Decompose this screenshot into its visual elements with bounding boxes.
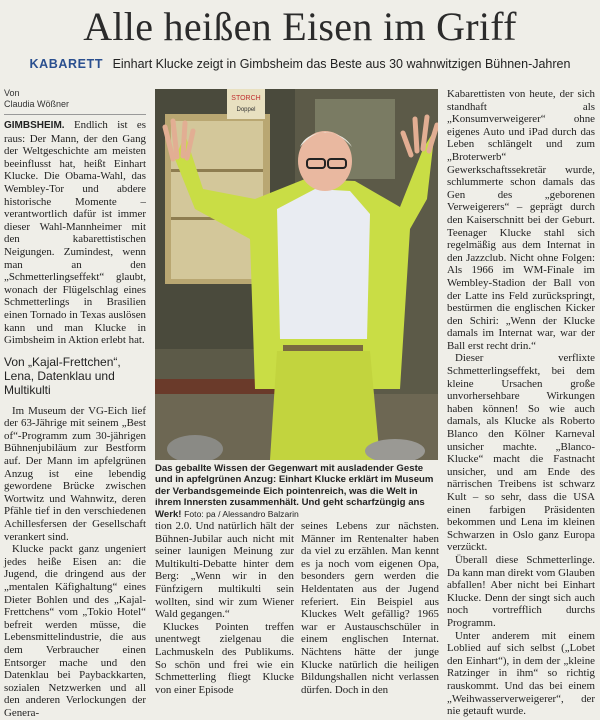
intro-text: Endlich ist es raus: Der Mann, der den Gang der Weltgeschichte am meisten beeinflusst hat, heißt Einhart Klucke. Die Obama-Wahl, das Wembley-Tor und abdere historische Momente – verantwortlich dafür ist immer dieser Wahl-Mannheimer mit den kabarettistischen Neigungen. Zumindest, wenn man an den „Schmetterlingseffekt“ glaubt, wonach der Flügelschlag eines Schmetterlings in Brasilien einen Tornado in Texas auslösen kann und man Klucke in Gimbsheim in Aktion erlebt hat.	[4, 119, 146, 347]
byline-rule	[4, 114, 146, 115]
column-2	[155, 520, 294, 696]
kicker-label: KABARETT	[29, 57, 104, 71]
author-name: Claudia Wößner	[4, 99, 70, 109]
paragraph: seines Lebens zur nächsten. Männer im Rentenalter haben da viel zu erzählen. Man kennt es ja noch vom eigenen Opa, besonders gern werden die Heldentaten aus der Jugend referiert. Ein Beispiel aus Kluckes Welt gefällig? 1965 war er Austauschschüler in einem englischen Internat. Nächtens hätte der junge Klucke natürlich die heiligen Bildungshallen nicht verlassen dürfen. Doch in den	[301, 520, 439, 696]
column-3	[301, 520, 439, 696]
byline-prefix: Von	[4, 88, 20, 98]
photo-sign-text: STORCH	[231, 95, 261, 102]
dateline: GIMBSHEIM.	[4, 120, 65, 131]
subheadline: Einhart Klucke zeigt in Gimbsheim das Beste aus 30 wahnwitzigen Bühnen-Jahren	[112, 57, 571, 71]
paragraph: tion 2.0. Und natürlich hält der Bühnen-Jubilar auch nicht mit seiner launigen Meinung zur Multikulti-Debatte hinter dem Berg: „Wenn wir in den Fünfzigern multikulti sein wollten, sind wir zum Wiener Wald gegangen.“	[155, 520, 294, 621]
byline	[4, 88, 146, 110]
subheadline-row	[0, 56, 600, 72]
paragraph: Dieser verflixte Schmetterlingseffekt, bei dem kleine Ursachen große unvorhersehbare Wirkungen haben können! So wie auch damals, als Klucke als Roberto Blanco den Kölner Karneval unsicher machte. „Blanco-Klucke“ macht die Fastnacht unsicher, und am Ende des närrischen Treibens ist schwarz Kult – so sehr, dass die USA einen farbigen Präsidenten bekommen und Lena im kleinen Schwarzen in Oslo ganz Europa verzückt.	[447, 352, 595, 554]
column-1	[4, 88, 146, 720]
caption-text: Das geballte Wissen der Gegenwart mit ausladender Geste und in apfelgrünen Anzug: Einhart Klucke erklärt im Museum der Verbandsgemeinde Eich pointenreich, was die Welt in ihrem Innersten zusammenhält. Und geht scharfzüngig ans Werk!	[155, 463, 434, 520]
column-4	[447, 88, 595, 718]
paragraph: Klucke packt ganz ungeniert jedes heiße Eisen an: die Jugend, die dringend aus der „mentalen Käfighaltung“ eines Dieter Bohlen und des „Kajal-Frettchens“ vom „Tokio Hotel“ befreit werden müsse, die Lebensmittelindustrie, die aus dem Verbraucher einen Entsorger mache und den Datenklau bei Paybackkarten, sozialen Netzwerken und all den anderen Verlockungen der Genera-	[4, 543, 146, 719]
intro-paragraph	[4, 119, 146, 347]
paragraph: Kluckes Pointen treffen unentwegt zielgenau die Lachmuskeln des Publikums. So schön und frei wie ein Schmetterling fliegt Klucke von einer Episode	[155, 620, 294, 696]
paragraph: Unter anderem mit einem Loblied auf sich selbst („Lobet den Einhart“), in dem der „kleine Ratzinger in ihm“ so richtig rauskommt. Und das bei einem „Weihwasserverweigerer“, der nie getauft wurde.	[447, 629, 595, 718]
paragraph: Im Museum der VG-Eich lief der 63-Jährige mit seinem „Best of“-Programm zum 30-jährigen Bühnenjubiläum zur Bestform auf. Der Mann im apfelgrünen Anzug ist eine lebendig gewordene Brücke zwischen Wortwitz und Wahnwitz, deren Pfähle tief in den verschiedenen Achillesfersen der Gesellschaft verankert sind.	[4, 404, 146, 543]
photo-credit: Foto: pa / Alessandro Balzarin	[184, 508, 299, 519]
paragraph: Überall diese Schmetterlinge. Da kann man direkt vom Glauben abfallen! Aber nicht bei Einhart Klucke. Denn der singt sich auch noch vortrefflich durchs Programm.	[447, 553, 595, 629]
section-subhead: Von „Kajal-Frettchen“, Lena, Datenklau und Multikulti	[4, 354, 121, 397]
photo-caption	[155, 463, 438, 520]
headline: Alle heißen Eisen im Griff	[83, 4, 517, 49]
paragraph: Kabarettisten von heute, der sich standhaft als „Konsumverweigerer“ ohne eigenes Auto und iPad durch das Leben schlängelt und zum „Broterwerb“ Gewerkschaftssekretär wurde, schlummerte schon damals das Gen des „geborenen Verweigerers“ – geprägt durch den Kaiserschnitt bei der Geburt. Teenager Klucke stahl sich regelmäßig aus dem Internat in den Jazzclub. Nicht ohne Folgen: Als 1966 im WM-Finale im Wembley-Stadion der Ball von der Latte ins Feld zurückspringt, bestürmen die englischen Kicker den Schiri: „Wenn der Klucke damals im Internat war, war der Ball erst recht drin.“	[447, 88, 595, 352]
photo-sign-subtext: Doppel	[236, 107, 256, 113]
photo-illustration	[155, 89, 438, 460]
article-photo	[155, 89, 438, 460]
